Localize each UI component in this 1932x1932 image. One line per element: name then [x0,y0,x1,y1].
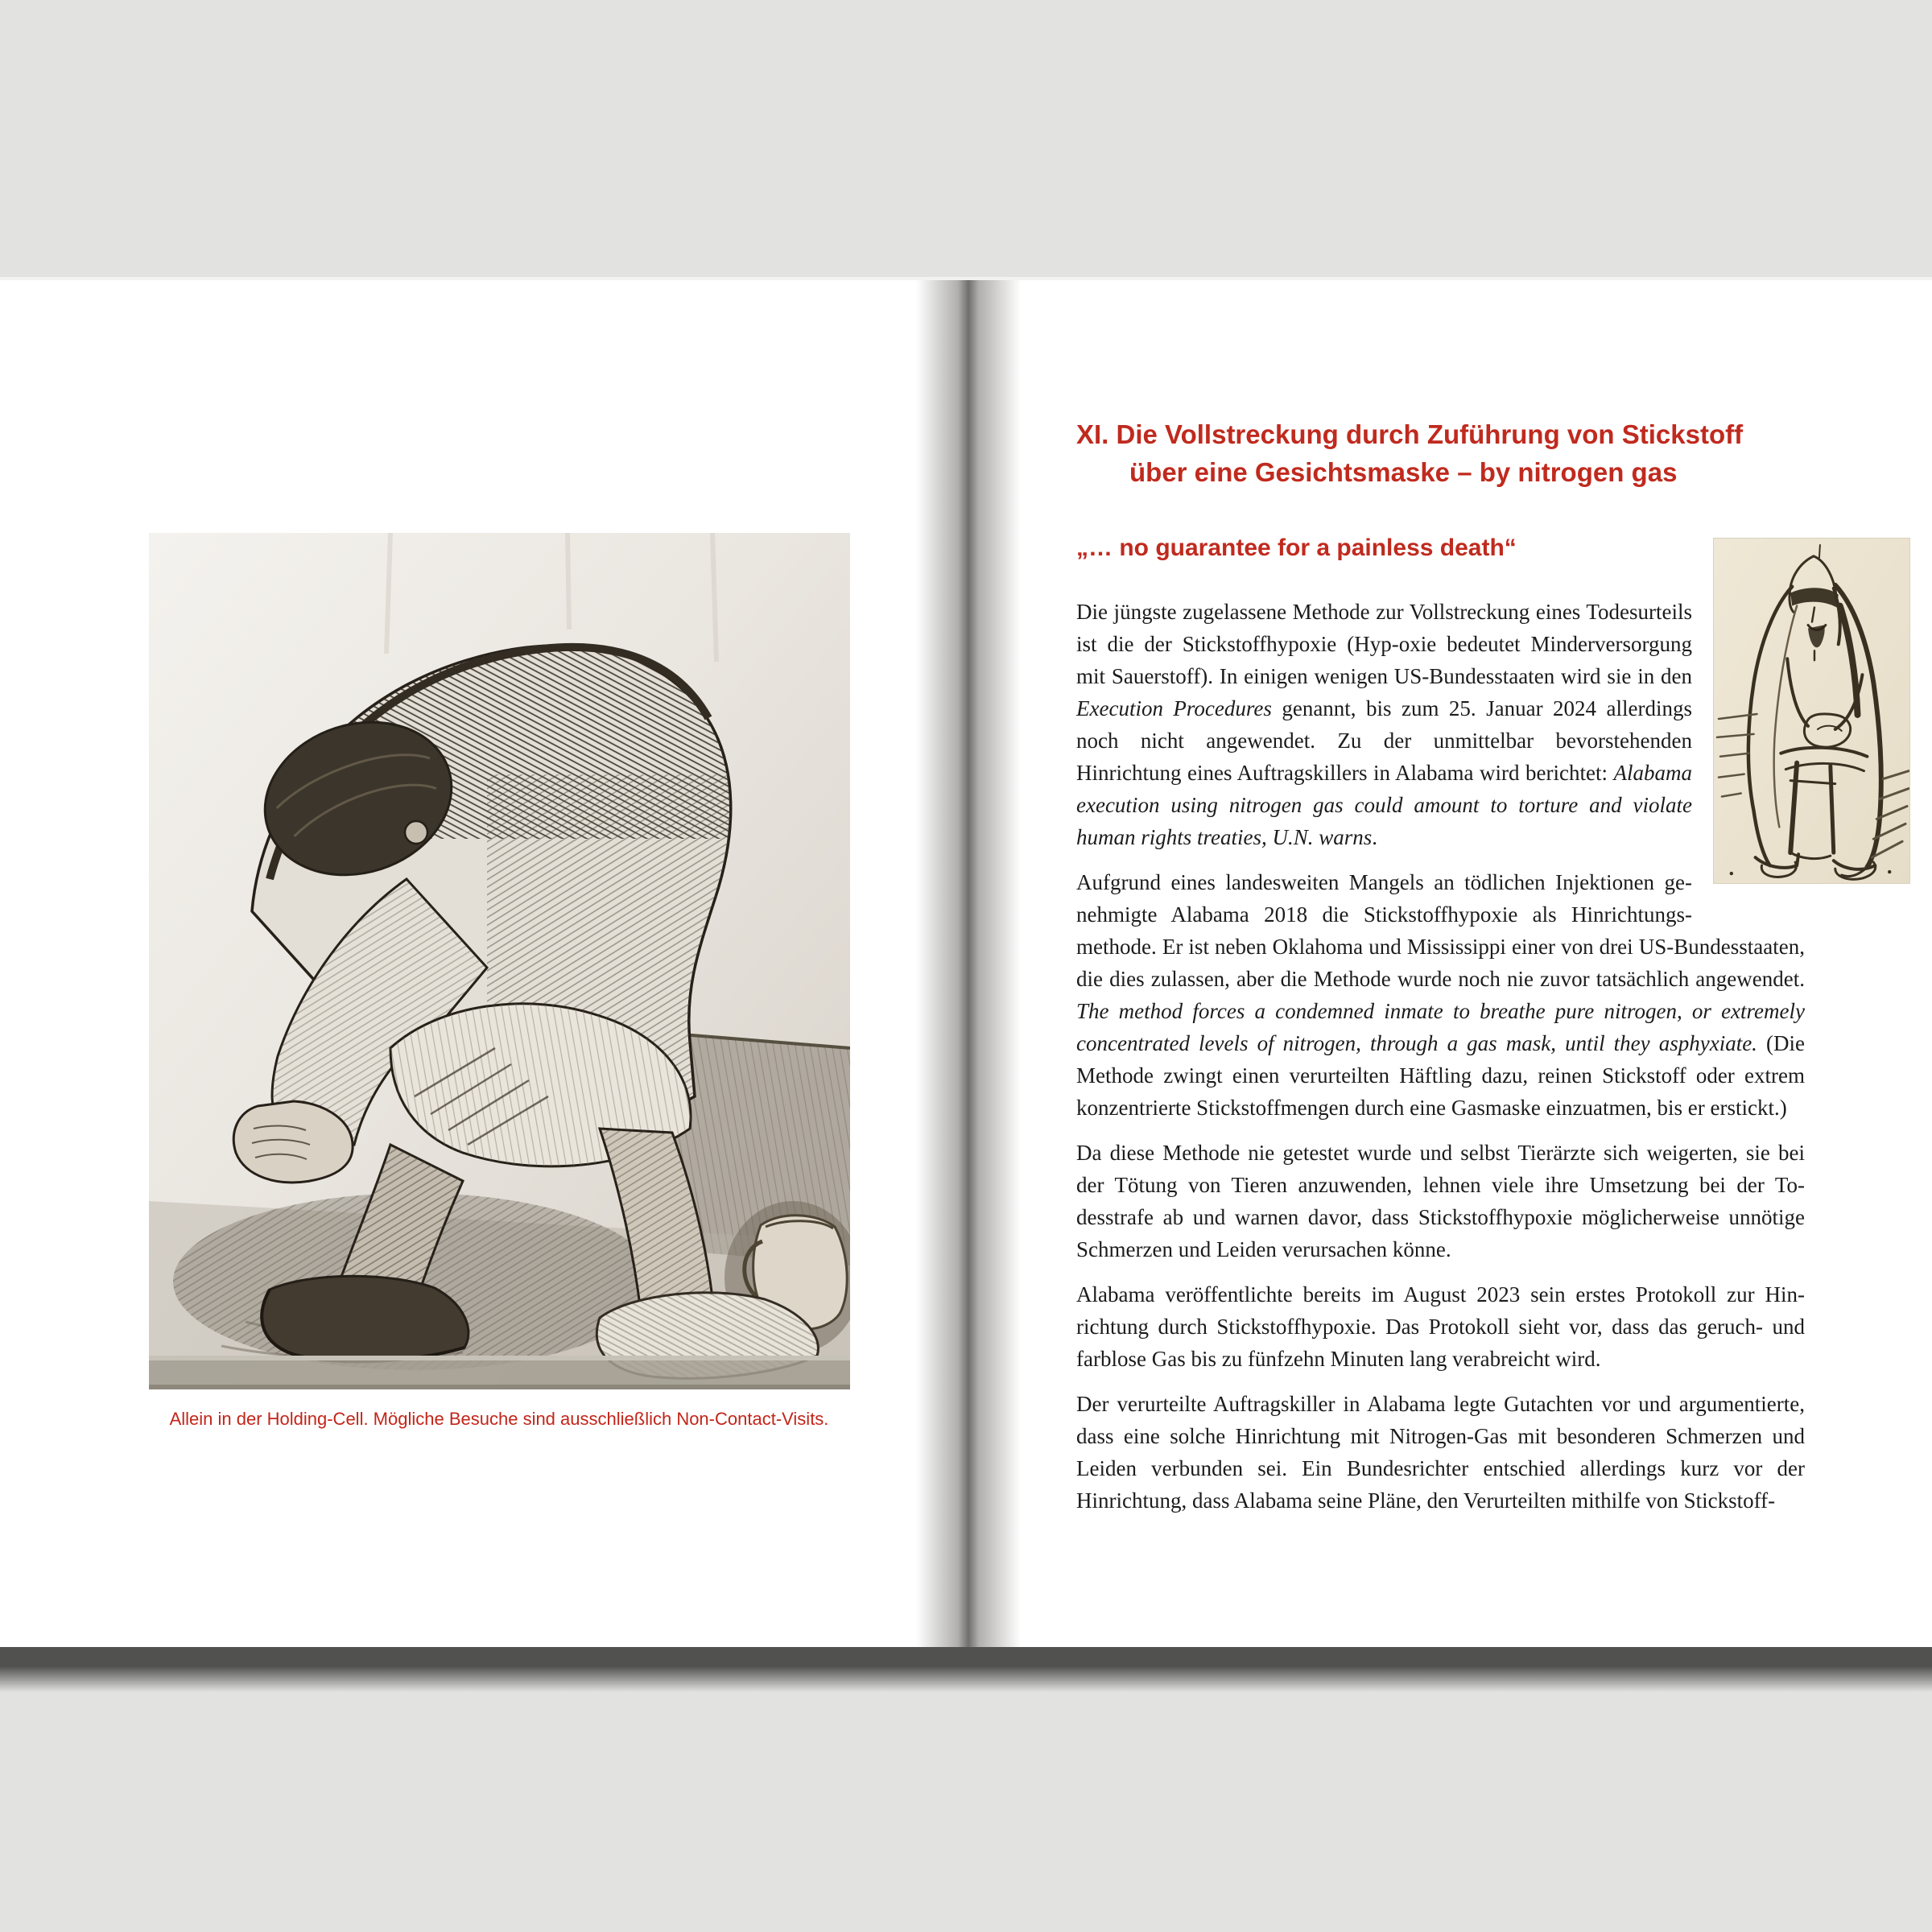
book-bottom-shadow [0,1666,1932,1692]
section-subheading: „… no guarantee for a painless death“ [1076,535,1517,561]
worn-out-drawing-image [149,533,850,1389]
artwork-caption: Allein in der Holding-Cell. Mögliche Besuche sind ausschließlich Non-Contact-Visits. [169,1409,829,1429]
paragraph: Da diese Methode nie getestet wurde und selbst Tierärzte sich weigerten, sie bei der Tötung von Tieren anzuwenden, lehnen viele ihre Umsetzung bei der Todesstrafe ab und warnen davor, dass Stickstoffhypoxie möglicherweise unnötige Schmerzen und Leiden verursachen könne. [1076,1141,1805,1261]
chapter-heading [1076,415,1881,491]
chapter-heading-line2: über eine Gesichtsmaske – by nitrogen gas [1129,457,1678,487]
paragraph: Aufgrund eines landesweiten Mangels an tödlichen Injektionen genehmigte Alabama 2018 die Stickstoffhypoxie als Hinrichtungsmethode. Er ist neben Oklahoma und Mississippi einer von drei US-Bundesstaaten, die dies zulassen, aber die Methode wurde noch nie zuvor tatsächlich angewendet. The method forces a condemned inmate to breathe pure nitrogen, or extremely concentrated levels of nitrogen, through a gas mask, until they asphyxiate. (Die Methode zwingt einen verurteilten Häftling dazu, reinen Stickstoff oder extrem konzentrierte Stickstoffmengen durch eine Gasmaske einzuatmen, bis er erstickt.) [1076,870,1805,1120]
paragraph: Die jüngste zugelassene Methode zur Vollstreckung eines Todesurteils ist die der Stickstoffhypoxie (Hyp-oxie bedeutet Minderversorgung mit Sauerstoff). In einigen wenigen US-Bundesstaaten wird sie in den Execution Procedures genannt, bis zum 25. Januar 2024 allerdings noch nicht angewendet. Zu der unmittelbar bevorstehenden Hinrichtung eines Auftragskillers in Alabama wird berichtet: Alabama execution using nitrogen gas could amount to torture and violate human rights treaties, U.N. warns. [1076,600,1692,849]
book-bottom-edge [0,1647,1932,1666]
right-page [984,280,1932,1647]
book-gutter-shadow [916,280,1021,1647]
book-spread [0,280,1932,1647]
paragraph: Der verurteilte Auftragskiller in Alabama legte Gutachten vor und argumentierte, dass eine solche Hinrichtung mit Nitrogen-Gas mit besonderen Schmerzen und Leiden verbunden sei. Ein Bundesrichter entschied allerdings kurz vor der Hinrichtung, dass Alabama seine Pläne, den Verurteilten mithilfe von Stickstoff- [1076,1392,1805,1513]
chapter-heading-line1: XI. Die Vollstreckung durch Zuführung von Stickstoff [1076,419,1744,449]
body-text [1076,596,1805,1517]
seated-man-sketch-image [1713,538,1910,884]
left-page [0,280,954,1647]
paragraph: Alabama veröffentlichte bereits im August 2023 sein erstes Protokoll zur Hinrichtung durch Stickstoffhypoxie. Das Protokoll sieht vor, dass das geruch- und farblose Gas bis zu fünfzehn Minuten lang verabreicht wird. [1076,1282,1805,1371]
